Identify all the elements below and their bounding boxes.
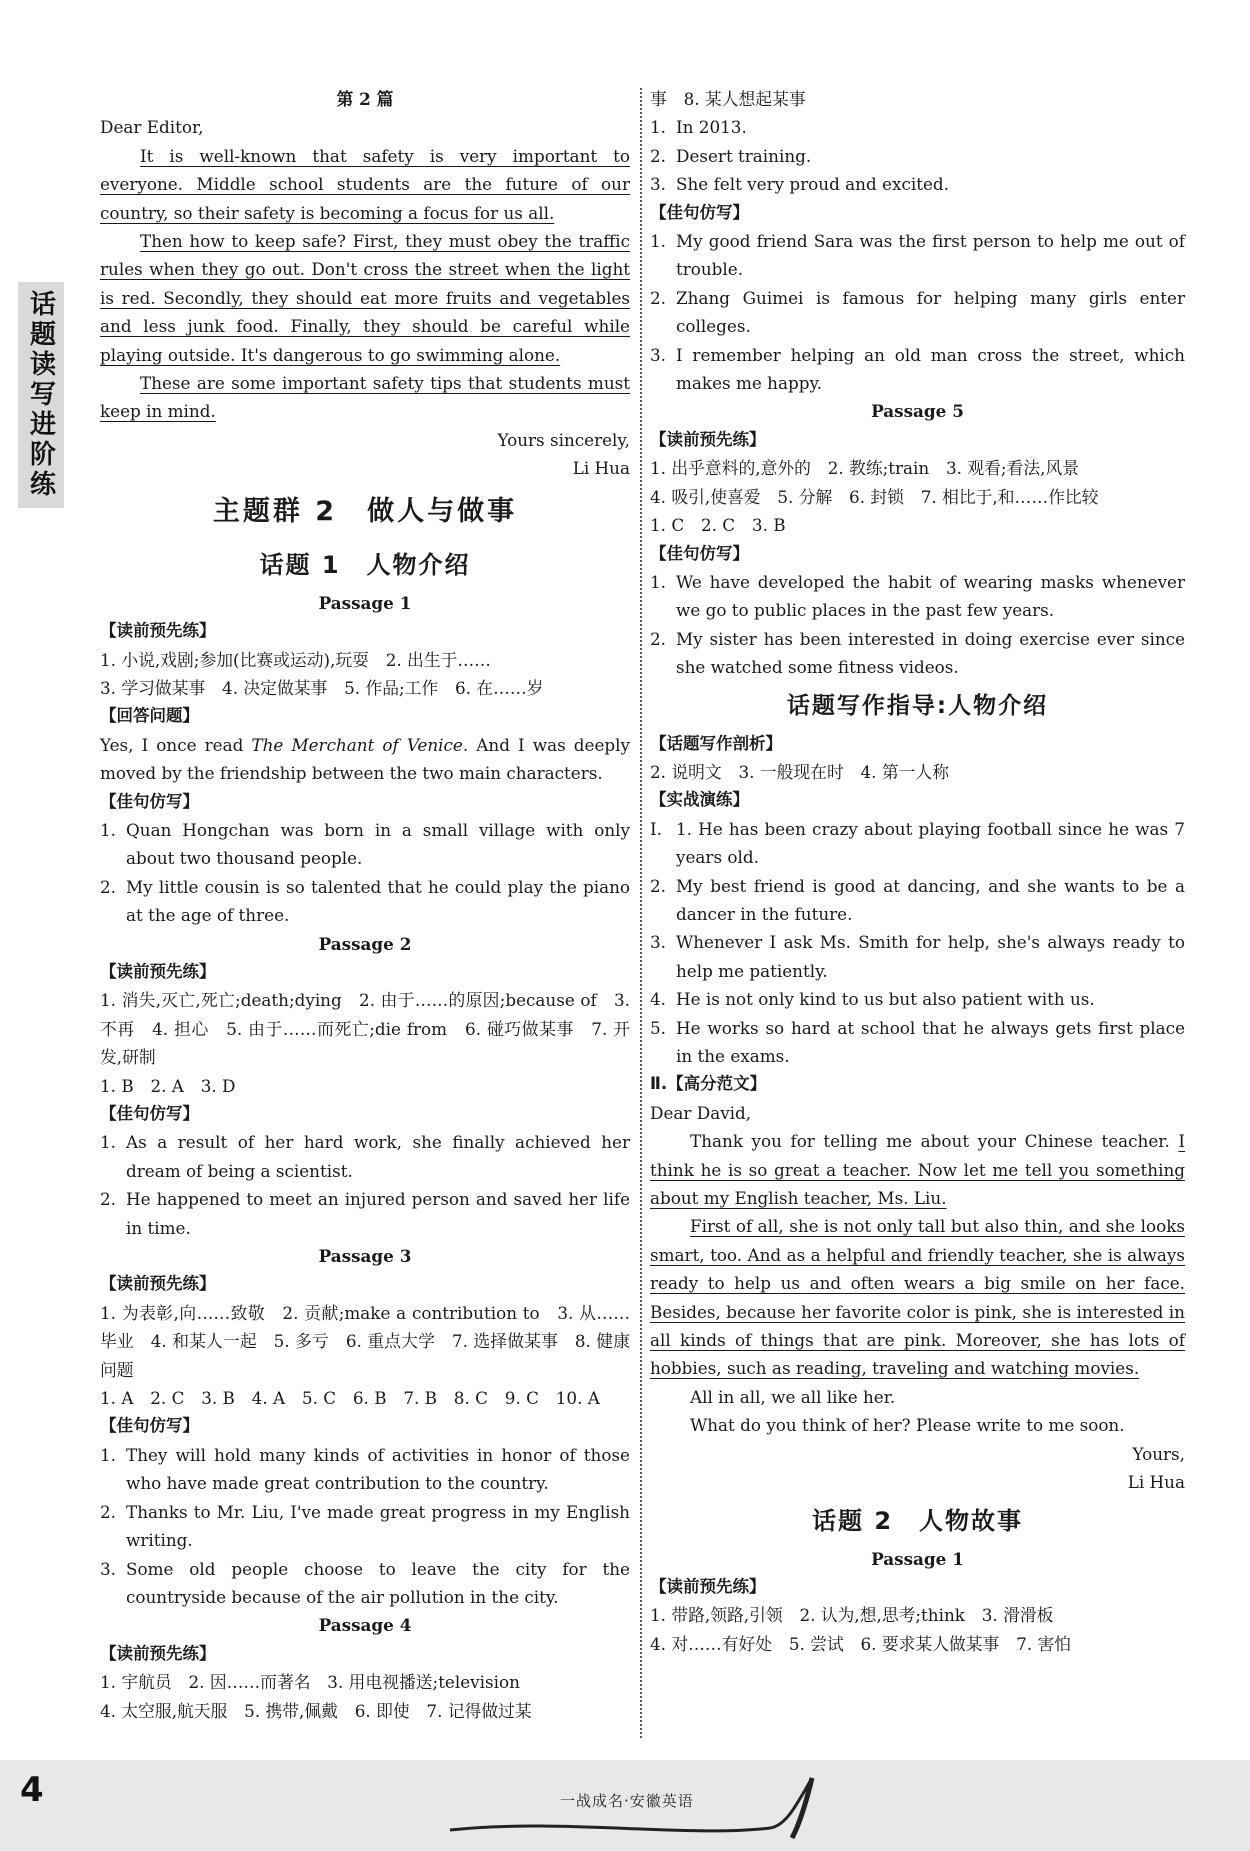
section-tag: Ⅱ.【高分范文】 <box>650 1074 767 1094</box>
model-greeting: Dear David, <box>650 1102 752 1123</box>
section-tag: 【话题写作剖析】 <box>650 733 782 753</box>
model-para-1: Thank you for telling me about your Chinese teacher. I think he is so great a teacher. Now let me tell you something about my English teacher, Ms. Liu. <box>650 1131 1185 1209</box>
column-divider <box>640 88 642 1738</box>
letter-title: 第 2 篇 <box>336 89 394 109</box>
side-tab: 话题读写进阶练 <box>18 282 64 508</box>
left-column <box>100 85 630 1725</box>
page-number: 4 <box>20 1770 44 1810</box>
model-signature: Li Hua <box>1127 1472 1185 1493</box>
book-title: 一战成名·安徽英语 <box>560 1792 694 1810</box>
list-item: 2. My best friend is good at dancing, and she wants to be a dancer in the future. <box>650 875 1185 924</box>
section-tag: 【读前预先练】 <box>650 1576 766 1596</box>
passage-title: Passage 2 <box>318 933 412 954</box>
passage-title: Passage 5 <box>871 401 964 422</box>
theme-heading: 主题群 2 做人与做事 <box>212 495 518 527</box>
list-item: 1. My good friend Sara was the first person to help me out of trouble. <box>650 231 1185 280</box>
section-tag: 【读前预先练】 <box>100 1274 216 1294</box>
list-item: 3. Some old people choose to leave the city for the countryside because of the air pollution in the city. <box>100 1558 630 1607</box>
list-item: 5. He works so hard at school that he always gets first place in the exams. <box>650 1017 1185 1066</box>
section-tag: 【佳句仿写】 <box>100 791 199 811</box>
answer-text: Yes, I once read The Merchant of Venice. And I was deeply moved by the friendship between the two main characters. <box>100 734 630 784</box>
list-item: 2. Zhang Guimei is famous for helping many girls enter colleges. <box>650 287 1185 337</box>
list-item: Ⅰ. 1. He has been crazy about playing football since he was 7 years old. <box>650 818 1185 868</box>
list-item: 3. I remember helping an old man cross the street, which makes me happy. <box>650 344 1185 394</box>
letter-para-1: It is well-known that safety is very important to everyone. Middle school students are the future of our country, so their safety is becoming a focus for us all. <box>100 145 630 223</box>
pre-answers: 4. 对……有好处 5. 尝试 6. 要求某人做某事 7. 害怕 <box>650 1633 1072 1654</box>
right-column <box>650 85 1185 1658</box>
list-item: 1. They will hold many kinds of activities in honor of those who have made great contribution to the country. <box>100 1444 630 1494</box>
section-tag: 【佳句仿写】 <box>650 202 749 222</box>
list-item: 2. He happened to meet an injured person and saved her life in time. <box>100 1189 630 1238</box>
pre-answers: 4. 吸引,使喜爱 5. 分解 6. 封锁 7. 相比于,和……作比较 <box>650 486 1099 507</box>
letter-signature: Li Hua <box>572 458 630 479</box>
passage-title: Passage 1 <box>871 1548 964 1569</box>
model-para-2: First of all, she is not only tall but also thin, and she looks smart, too. And as a helpful and friendly teacher, she is always ready to help us and often wears a big smile on her face. Besides, because her favorite color is pink, she is interested in all kinds of things that are pink. Moreover, she has lots of hobbies, such as reading, traveling and watching movies. <box>650 1216 1185 1379</box>
topic-heading: 话题 1 人物介绍 <box>259 550 471 579</box>
list-item: 2. Thanks to Mr. Liu, I've made great progress in my English writing. <box>100 1501 630 1551</box>
section-tag: 【读前预先练】 <box>100 1643 216 1663</box>
list-item: 3. Whenever I ask Ms. Smith for help, she's always ready to help me patiently. <box>650 932 1185 981</box>
passage-title: Passage 3 <box>318 1246 412 1267</box>
list-item: 1. In 2013. <box>650 117 747 138</box>
pre-answers: 1. 宇航员 2. 因……而著名 3. 用电视播送;television <box>100 1672 520 1693</box>
section-tag: 【读前预先练】 <box>650 429 766 449</box>
analysis-answers: 2. 说明文 3. 一般现在时 4. 第一人称 <box>650 761 949 782</box>
list-item: 1. As a result of her hard work, she finally achieved her dream of being a scientist. <box>100 1132 630 1181</box>
letter-para-3: These are some important safety tips that students must keep in mind. <box>100 373 630 422</box>
passage-title: Passage 4 <box>318 1615 412 1636</box>
section-tag: 【佳句仿写】 <box>650 543 749 563</box>
section-tag: 【读前预先练】 <box>100 961 216 981</box>
pre-answers: 3. 学习做某事 4. 决定做某事 5. 作品;工作 6. 在……岁 <box>100 677 544 698</box>
pre-answers: 1. 带路,领路,引领 2. 认为,想,思考;think 3. 滑滑板 <box>650 1605 1054 1626</box>
pre-answers-continued: 事 8. 某人想起某事 <box>650 89 806 109</box>
section-tag: 【佳句仿写】 <box>100 1416 199 1436</box>
list-item: 3. She felt very proud and excited. <box>650 174 949 195</box>
list-item: 4. He is not only kind to us but also patient with us. <box>650 989 1095 1010</box>
model-para-4: What do you think of her? Please write to me soon. <box>690 1415 1125 1436</box>
pre-answers: 1. 消失,灭亡,死亡;death;dying 2. 由于……的原因;because of 3. 不再 4. 担心 5. 由于……而死亡;die from 6. 碰巧做某事 7. 开发,研制 <box>100 990 630 1068</box>
section-tag: 【佳句仿写】 <box>100 1104 199 1123</box>
letter-para-2: Then how to keep safe? First, they must obey the traffic rules when they go out. Don't cross the street when the light is red. Secondly, they should eat more fruits and vegetables and less junk food. Finally, they should be careful while playing outside. It's dangerous to go swimming alone. <box>100 231 630 365</box>
letter-greeting: Dear Editor, <box>100 117 204 138</box>
choice-answers: 1. B 2. A 3. D <box>100 1075 236 1096</box>
choice-answers: 1. C 2. C 3. B <box>650 515 786 536</box>
pre-answers: 4. 太空服,航天服 5. 携带,佩戴 6. 即使 7. 记得做过某 <box>100 1700 532 1721</box>
list-item: 2. My little cousin is so talented that he could play the piano at the age of three. <box>100 876 630 926</box>
section-tag: 【读前预先练】 <box>100 621 216 641</box>
model-para-3: All in all, we all like her. <box>690 1386 896 1407</box>
passage-title: Passage 1 <box>318 592 412 613</box>
writing-guide-heading: 话题写作指导:人物介绍 <box>786 692 1049 719</box>
choice-answers: 1. A 2. C 3. B 4. A 5. C 6. B 7. B 8. C 9. C 10. A <box>100 1388 600 1409</box>
pre-answers: 1. 出乎意料的,意外的 2. 教练;train 3. 观看;看法,风景 <box>650 458 1080 479</box>
list-item: 1. Quan Hongchan was born in a small village with only about two thousand people. <box>100 819 630 869</box>
pre-answers: 1. 小说,戏剧;参加(比赛或运动),玩耍 2. 出生于…… <box>100 649 491 670</box>
list-item: 2. Desert training. <box>650 145 812 166</box>
section-tag: 【回答问题】 <box>100 706 199 726</box>
section-tag: 【实战演练】 <box>650 790 749 810</box>
list-item: 1. We have developed the habit of wearing masks whenever we go to public places in the past few years. <box>650 571 1185 621</box>
pre-answers: 1. 为表彰,向……致敬 2. 贡献;make a contribution to 3. 从……毕业 4. 和某人一起 5. 多亏 6. 重点大学 7. 选择做某事 8. 健康问题 <box>100 1302 630 1380</box>
model-closing: Yours, <box>1132 1443 1185 1464</box>
letter-closing: Yours sincerely, <box>497 429 630 450</box>
list-item: 2. My sister has been interested in doing exercise ever since she watched some fitness videos. <box>650 628 1185 678</box>
topic-2-heading: 话题 2 人物故事 <box>811 1506 1024 1535</box>
